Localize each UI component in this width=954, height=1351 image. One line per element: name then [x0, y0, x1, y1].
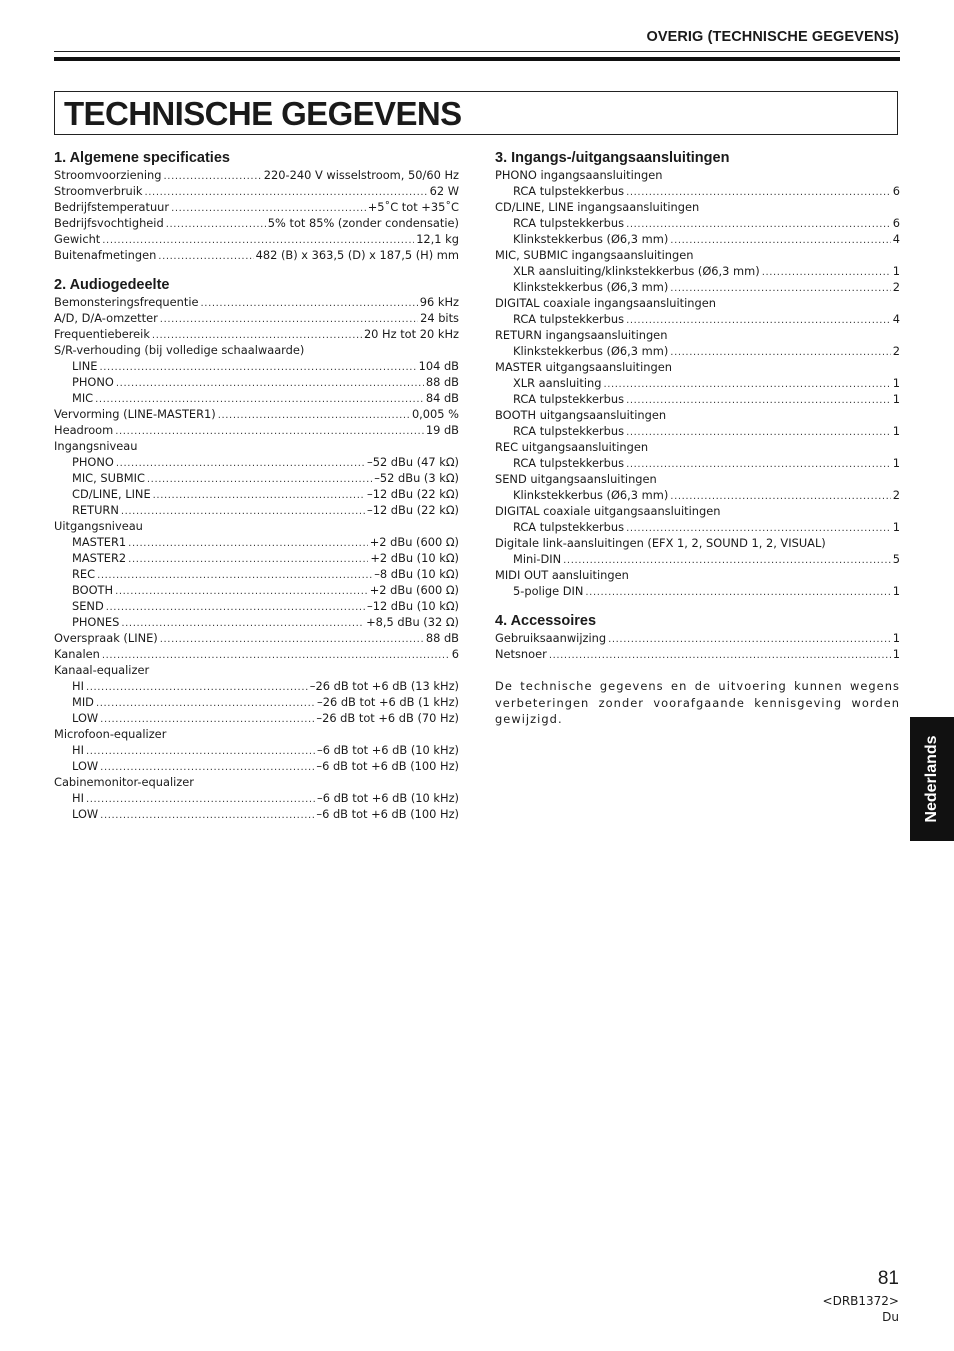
- section-heading: 3. Ingangs-/uitgangsaansluitingen: [495, 150, 730, 166]
- spec-row: [495, 391, 900, 407]
- spec-value: 1: [892, 631, 900, 645]
- spec-label: RCA tulpstekkerbus: [513, 216, 625, 230]
- spec-row: [495, 519, 900, 535]
- spec-value: 88 dB: [425, 375, 459, 389]
- spec-row: [54, 358, 459, 374]
- spec-label: 5-polige DIN: [513, 584, 584, 598]
- spec-value: 62 W: [429, 184, 459, 198]
- spec-group-label: MIDI OUT aansluitingen: [495, 568, 629, 582]
- dot-leader: [201, 296, 418, 312]
- spec-value: –6 dB tot +6 dB (10 kHz): [317, 791, 459, 805]
- dot-leader: [585, 585, 890, 601]
- spec-value: 20 Hz tot 20 kHz: [363, 327, 459, 341]
- dot-leader: [106, 600, 365, 616]
- spec-label: Kanalen: [54, 647, 100, 661]
- spec-label: RCA tulpstekkerbus: [513, 424, 625, 438]
- spec-value: –26 dB tot +6 dB (70 Hz): [316, 711, 459, 725]
- spec-row: [54, 231, 459, 247]
- spec-label: LOW: [72, 759, 99, 773]
- page-title: TECHNISCHE GEGEVENS: [64, 95, 462, 132]
- spec-value: 0,005 %: [411, 407, 459, 421]
- spec-value: –12 dBu (22 kΩ): [367, 503, 459, 517]
- spec-label: A/D, D/A-omzetter: [54, 311, 158, 325]
- language-side-tab-label: Nederlands: [923, 735, 940, 823]
- spec-row: [54, 758, 459, 774]
- spec-label: Buitenafmetingen: [54, 248, 157, 262]
- spec-label: Overspraak (LINE): [54, 631, 158, 645]
- spec-label: RCA tulpstekkerbus: [513, 184, 625, 198]
- spec-label: Klinkstekkerbus (Ø6,3 mm): [513, 344, 669, 358]
- spec-row: [495, 583, 900, 599]
- spec-value: 19 dB: [425, 423, 459, 437]
- dot-leader: [670, 345, 890, 361]
- spec-row: [54, 806, 459, 822]
- dot-leader: [128, 536, 368, 552]
- spec-row: [54, 694, 459, 710]
- dot-leader: [603, 377, 890, 393]
- spec-group-label: DIGITAL coaxiale ingangsaansluitingen: [495, 296, 716, 310]
- header-section-title: OVERIG (TECHNISCHE GEGEVENS): [646, 29, 899, 45]
- spec-value: –8 dBu (10 kΩ): [374, 567, 459, 581]
- spec-value: 1: [892, 584, 900, 598]
- dot-leader: [164, 169, 262, 185]
- spec-label: LINE: [72, 359, 98, 373]
- spec-row: [54, 790, 459, 806]
- spec-value: –6 dB tot +6 dB (10 kHz): [317, 743, 459, 757]
- dot-leader: [96, 696, 315, 712]
- spec-value: 4: [892, 232, 900, 246]
- spec-value: 4: [892, 312, 900, 326]
- spec-label: XLR aansluiting: [513, 376, 602, 390]
- spec-row: [54, 470, 459, 486]
- spec-value: –52 dBu (47 kΩ): [367, 455, 459, 469]
- section-gap: [495, 599, 900, 613]
- spec-label: MIC, SUBMIC: [72, 471, 145, 485]
- spec-label: PHONES: [72, 615, 120, 629]
- spec-row: [54, 310, 459, 326]
- dot-leader: [97, 568, 372, 584]
- doc-lang: Du: [882, 1310, 899, 1324]
- spec-value: –26 dB tot +6 dB (1 kHz): [317, 695, 459, 709]
- right-column: [495, 150, 900, 728]
- spec-group-label: CD/LINE, LINE ingangsaansluitingen: [495, 200, 700, 214]
- spec-row: [54, 183, 459, 199]
- dot-leader: [86, 744, 315, 760]
- spec-group-label: MIC, SUBMIC ingangsaansluitingen: [495, 248, 694, 262]
- spec-value: 1: [892, 520, 900, 534]
- spec-value: +8,5 dBu (32 Ω): [366, 615, 459, 629]
- spec-value: +2 dBu (600 Ω): [369, 535, 459, 549]
- dot-leader: [762, 265, 891, 281]
- spec-label: LOW: [72, 807, 99, 821]
- spec-group-label: RETURN ingangsaansluitingen: [495, 328, 668, 342]
- spec-group-label: PHONO ingangsaansluitingen: [495, 168, 663, 182]
- spec-label: Gewicht: [54, 232, 101, 246]
- spec-value: 96 kHz: [419, 295, 459, 309]
- spec-value: –6 dB tot +6 dB (100 Hz): [316, 759, 459, 773]
- spec-label: REC: [72, 567, 96, 581]
- dot-leader: [102, 648, 450, 664]
- dot-leader: [115, 424, 424, 440]
- spec-row: [54, 167, 459, 183]
- spec-row: [495, 375, 900, 391]
- disclaimer-note: De technische gegevens en de uitvoering kunnen wegens verbeteringen zonder voorafgaande kennisgeving worden gewijzigd.: [495, 679, 900, 726]
- spec-label: RCA tulpstekkerbus: [513, 520, 625, 534]
- spec-label: PHONO: [72, 455, 114, 469]
- spec-value: 1: [892, 376, 900, 390]
- spec-value: 5% tot 85% (zonder condensatie): [267, 216, 459, 230]
- spec-label: XLR aansluiting/klinkstekkerbus (Ø6,3 mm): [513, 264, 760, 278]
- spec-row: [495, 215, 900, 231]
- spec-value: –52 dBu (3 kΩ): [374, 471, 459, 485]
- spec-value: 12,1 kg: [416, 232, 459, 246]
- spec-row: [495, 630, 900, 646]
- spec-row: [54, 534, 459, 550]
- spec-row: [54, 215, 459, 231]
- spec-label: Klinkstekkerbus (Ø6,3 mm): [513, 488, 669, 502]
- spec-value: 84 dB: [425, 391, 459, 405]
- dot-leader: [121, 504, 365, 520]
- doc-code-block: [823, 1293, 899, 1325]
- spec-value: 1: [892, 392, 900, 406]
- spec-value: –6 dB tot +6 dB (100 Hz): [316, 807, 459, 821]
- spec-label: HI: [72, 679, 84, 693]
- spec-group-label: DIGITAL coaxiale uitgangsaansluitingen: [495, 504, 721, 518]
- spec-value: +2 dBu (600 Ω): [369, 583, 459, 597]
- spec-label: LOW: [72, 711, 99, 725]
- spec-group-label: Kanaal-equalizer: [54, 663, 150, 677]
- spec-row: [54, 582, 459, 598]
- spec-value: 482 (B) x 363,5 (D) x 187,5 (H) mm: [255, 248, 459, 262]
- spec-value: –26 dB tot +6 dB (13 kHz): [309, 679, 459, 693]
- spec-group-label: SEND uitgangsaansluitingen: [495, 472, 657, 486]
- dot-leader: [128, 552, 368, 568]
- spec-value: –12 dBu (22 kΩ): [367, 487, 459, 501]
- dot-leader: [86, 792, 315, 808]
- spec-label: Headroom: [54, 423, 114, 437]
- spec-row: [54, 646, 459, 662]
- spec-label: PHONO: [72, 375, 114, 389]
- spec-row: [54, 454, 459, 470]
- spec-row: [54, 678, 459, 694]
- spec-label: RETURN: [72, 503, 119, 517]
- spec-row: [54, 630, 459, 646]
- spec-value: +5˚C tot +35˚C: [367, 200, 459, 214]
- spec-label: RCA tulpstekkerbus: [513, 456, 625, 470]
- spec-label: Mini-DIN: [513, 552, 562, 566]
- spec-row: [54, 566, 459, 582]
- spec-row: [54, 598, 459, 614]
- spec-label: BOOTH: [72, 583, 114, 597]
- spec-row: [54, 502, 459, 518]
- spec-group-label: BOOTH uitgangsaansluitingen: [495, 408, 667, 422]
- spec-value: 6: [451, 647, 459, 661]
- dot-leader: [158, 249, 253, 265]
- spec-row: [54, 614, 459, 630]
- spec-value: 24 bits: [420, 311, 459, 325]
- spec-row: [54, 550, 459, 566]
- spec-label: SEND: [72, 599, 104, 613]
- dot-leader: [147, 472, 372, 488]
- dot-leader: [670, 233, 890, 249]
- dot-leader: [626, 457, 891, 473]
- spec-value: 6: [892, 184, 900, 198]
- section-heading: 4. Accessoires: [495, 613, 597, 629]
- spec-label: MID: [72, 695, 94, 709]
- spec-label: HI: [72, 791, 84, 805]
- spec-row: [54, 247, 459, 263]
- spec-value: 220-240 V wisselstroom, 50/60 Hz: [263, 168, 459, 182]
- section-gap: [54, 263, 459, 277]
- spec-group-label: Digitale link-aansluitingen (EFX 1, 2, SOUND 1, 2, VISUAL): [495, 536, 826, 550]
- spec-label: MASTER2: [72, 551, 127, 565]
- spec-value: 1: [892, 424, 900, 438]
- dot-leader: [160, 632, 424, 648]
- spec-label: Bedrijfstemperatuur: [54, 200, 170, 214]
- spec-row: [495, 231, 900, 247]
- spec-label: Netsnoer: [495, 647, 547, 661]
- spec-value: 88 dB: [425, 631, 459, 645]
- spec-value: 2: [892, 280, 900, 294]
- dot-leader: [608, 632, 891, 648]
- spec-row: [54, 742, 459, 758]
- spec-row: [54, 294, 459, 310]
- header-rule-thick: [54, 57, 900, 61]
- dot-leader: [116, 456, 365, 472]
- spec-row: [495, 551, 900, 567]
- spec-value: 6: [892, 216, 900, 230]
- spec-group-label: MASTER uitgangsaansluitingen: [495, 360, 672, 374]
- title-box: [54, 91, 898, 135]
- dot-leader: [86, 680, 308, 696]
- spec-label: Stroomverbruik: [54, 184, 143, 198]
- spec-value: +2 dBu (10 kΩ): [370, 551, 459, 565]
- spec-row: [54, 486, 459, 502]
- spec-row: [495, 423, 900, 439]
- spec-value: 1: [892, 647, 900, 661]
- spec-label: Klinkstekkerbus (Ø6,3 mm): [513, 280, 669, 294]
- dot-leader: [218, 408, 410, 424]
- spec-value: 1: [892, 456, 900, 470]
- spec-value: 2: [892, 488, 900, 502]
- spec-row: [54, 422, 459, 438]
- spec-label: Klinkstekkerbus (Ø6,3 mm): [513, 232, 669, 246]
- spec-label: Vervorming (LINE-MASTER1): [54, 407, 216, 421]
- spec-label: Stroomvoorziening: [54, 168, 162, 182]
- spec-row: [54, 374, 459, 390]
- dot-leader: [166, 217, 266, 233]
- spec-group-label: Cabinemonitor-equalizer: [54, 775, 194, 789]
- left-column: [54, 150, 459, 822]
- dot-leader: [153, 488, 365, 504]
- spec-label: MASTER1: [72, 535, 127, 549]
- spec-row: [495, 311, 900, 327]
- page-number: 81: [877, 1268, 899, 1289]
- section-heading: 1. Algemene specificaties: [54, 150, 230, 166]
- spec-value: 104 dB: [418, 359, 459, 373]
- spec-row: [54, 390, 459, 406]
- spec-value: 5: [892, 552, 900, 566]
- doc-code: <DRB1372>: [822, 1294, 899, 1308]
- dot-leader: [116, 376, 424, 392]
- spec-group-label: Microfoon-equalizer: [54, 727, 167, 741]
- section-heading: 2. Audiogedeelte: [54, 277, 170, 293]
- dot-leader: [549, 648, 891, 664]
- spec-row: [495, 487, 900, 503]
- spec-label: HI: [72, 743, 84, 757]
- dot-leader: [121, 616, 364, 632]
- spec-row: [495, 183, 900, 199]
- spec-group-label: Uitgangsniveau: [54, 519, 143, 533]
- spec-row: [495, 263, 900, 279]
- spec-label: Gebruiksaanwijzing: [495, 631, 607, 645]
- dot-leader: [99, 360, 416, 376]
- spec-row: [54, 326, 459, 342]
- header-rule-thin: [54, 51, 900, 52]
- spec-row: [54, 406, 459, 422]
- dot-leader: [626, 425, 891, 441]
- language-side-tab: [910, 717, 954, 841]
- dot-leader: [115, 584, 368, 600]
- spec-value: 1: [892, 264, 900, 278]
- spec-row: [54, 710, 459, 726]
- spec-label: Bemonsteringsfrequentie: [54, 295, 199, 309]
- spec-row: [495, 455, 900, 471]
- dot-leader: [100, 808, 314, 824]
- spec-label: Frequentiebereik: [54, 327, 150, 341]
- spec-row: [495, 343, 900, 359]
- spec-label: RCA tulpstekkerbus: [513, 392, 625, 406]
- spec-group-label: Ingangsniveau: [54, 439, 138, 453]
- spec-row: [54, 199, 459, 215]
- spec-value: 2: [892, 344, 900, 358]
- spec-label: RCA tulpstekkerbus: [513, 312, 625, 326]
- spec-row: [495, 646, 900, 662]
- spec-label: Bedrijfsvochtigheid: [54, 216, 164, 230]
- spec-row: [495, 279, 900, 295]
- spec-group-label: REC uitgangsaansluitingen: [495, 440, 649, 454]
- spec-label: MIC: [72, 391, 94, 405]
- spec-group-label: S/R-verhouding (bij volledige schaalwaarde): [54, 343, 305, 357]
- spec-value: –12 dBu (10 kΩ): [367, 599, 459, 613]
- spec-label: CD/LINE, LINE: [72, 487, 151, 501]
